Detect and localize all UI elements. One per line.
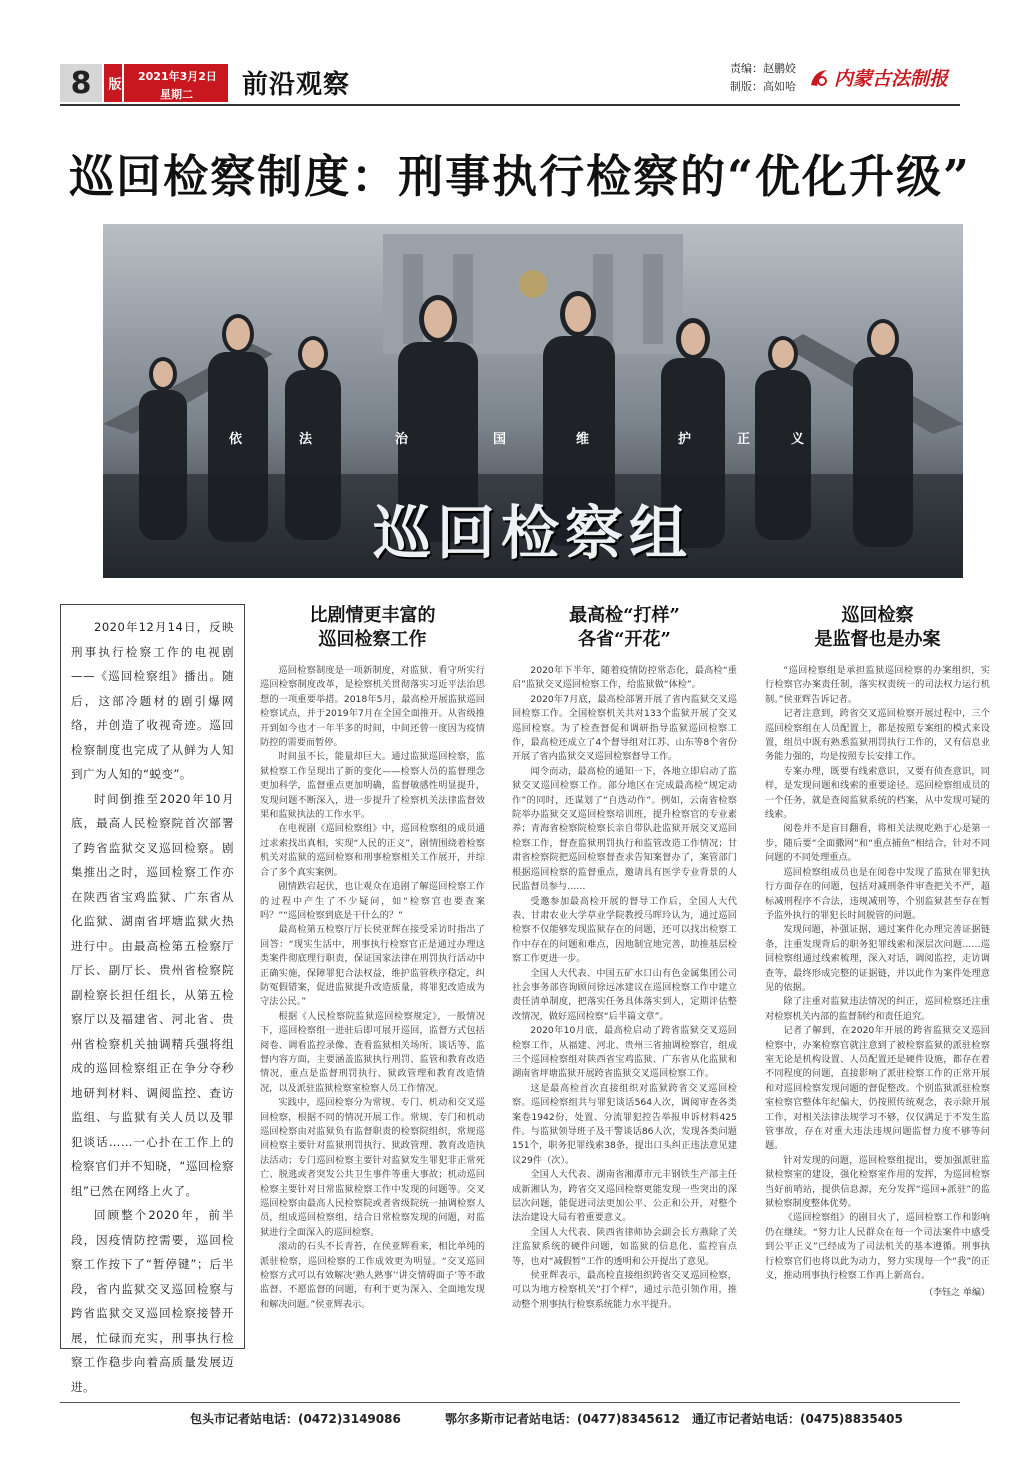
main-headline: 巡回检察制度：刑事执行检察的“优化升级” (69, 150, 971, 203)
editor: 责编：赵鹏姣 (730, 62, 796, 75)
author-signature: （李钰之 单编） (924, 1288, 990, 1299)
column-paragraph: 针对发现的问题，巡回检察组提出，要加强派驻监狱检察室的建设，强化检察室作用的发挥，为巡回检察当好前哨站，提供信息源，充分发挥“巡回+派驻”的监狱检察制度整体优势。 (765, 1154, 990, 1210)
title-line: 是监督也是办案 (814, 629, 941, 650)
column-paragraph: 巡回检察制度是一项新制度，对监狱、看守所实行巡回检察制度改革，是检察机关贯彻落实习近平法治思想的一项重要举措。2018年5月，最高检开展监狱巡回检察试点，并于2019年7月在全国全面推开。从省级推开到如今也才一年半多的时间，中间还曾一度因为疫情防控的需要而暂停。 (260, 665, 485, 749)
column-paragraph: 阅卷并不是盲目翻看，将相关法规吃熟于心是第一步，随后要“全面撒网”和“重点捕鱼”相结合，针对不同问题的不同处理重点。 (765, 823, 990, 864)
intro-sidebar (60, 604, 245, 1394)
column-paragraph: 侯亚辉表示，最高检直接组织跨省交叉巡回检察，可以为地方检察机关“打个样”，通过示范引领作用，推动整个刑事执行检察系统能力水平提升。 (512, 1270, 737, 1310)
date-box (124, 64, 228, 102)
column-paragraph: 发现问题，补强证据，通过案件化办理完善证据链条，注重发现背后的职务犯罪线索和深层次问题……巡回检察组通过线索梳理，深入对话，调阅监控，走访调查等，最终形成完整的证据链，并以此作为案件处理意见的依据。 (765, 924, 990, 993)
article-column-2 (512, 604, 737, 1312)
title-line: 比剧情更丰富的 (309, 605, 436, 626)
column-paragraph: 2020年7月底，最高检部署开展了省内监狱交叉巡回检察工作。全国检察机关共对133个监狱开展了交叉巡回检察。为了检查督促和调研指导监狱巡回检察工作，最高检还成立了4个督导组对江苏、山东等8个省份开展了省内监狱交叉巡回检察督导工作。 (512, 693, 737, 763)
column-paragraph: 记者注意到，跨省交叉巡回检察开展过程中，三个巡回检察组在人员配置上，都是按照专案组的模式来设置，组员中既有熟悉监狱刑罚执行工作的，又有信息业务能力强的，均是按照专长安排工作。 (765, 708, 990, 763)
editor-credits (730, 60, 796, 96)
slogan-char: 国 (493, 432, 507, 447)
logo-name: 内蒙古法制报 (834, 68, 949, 90)
intro-paragraph: 时间倒推至2020年10月底，最高人民检察院首次部署了跨省监狱交叉巡回检察。剧集推出之时，巡回检察工作亦在陕西省宝鸡监狱、广东省从化监狱、湖南省坪塘监狱火热进行中。由最高检第五检察厅厅长、副厅长、贵州省检察院副检察长担任组长，从第五检察厅以及福建省、河北省、贵州省检察机关抽调精兵强将组成的巡回检察组正在争分夺秒地研判材料、调阅监控、查访监组、与监狱有关人员以及罪犯谈话……一心扑在工作上的检察官们并不知晓，“巡回检察组”已然在网络上火了。 (71, 791, 234, 1198)
slogan-char: 治 (395, 432, 409, 447)
column-title (260, 604, 485, 652)
column-paragraph: 2020年10月底，最高检启动了跨省监狱交叉巡回检察工作，从福建、河北、贵州三省抽调检察官，组成三个巡回检察组对陕西省宝鸡监狱、广东省从化监狱和湖南省坪塘监狱开展跨省监狱交叉巡回检察工作。 (512, 1025, 737, 1080)
column-paragraph: 全国人大代表、中国五矿水口山有色金属集团公司社会事务部咨询顾问徐远冰建议在巡回检察工作中建立责任清单制度，把落实任务具体落实到人，定期评估整改情况，做好巡回检察“后半篇文章”。 (512, 967, 737, 1022)
slogan-char: 法 (299, 432, 313, 447)
issue-weekday: 星期二 (160, 88, 193, 101)
tv-poster-photo (103, 224, 963, 578)
logo-mark-icon (808, 67, 830, 89)
ordos-phone: 鄂尔多斯市记者站电话：(0477)8345612 (445, 1412, 680, 1426)
page-number: 8 (60, 64, 102, 102)
producer: 制版：高如哈 (730, 80, 796, 93)
column-paragraph: 全国人大代表、陕西省律师协会副会长方燕除了关注监狱系统的硬件问题，如监狱的信息化、监控盲点等，也对“减假暂”工作的透明和公开提出了意见。 (512, 1226, 737, 1267)
column-paragraph: 最高检第五检察厅厅长侯亚辉在接受采访时指出了回答：“现实生活中，刑事执行检察官正是通过办理这类案件彻底理行职责，保证国家法律在刑罚执行活动中正确实施，保障罪犯合法权益，维护监管秩序稳定，纠防冤假错案，促进监狱提升改造质量，将罪犯改造成为守法公民。” (260, 924, 485, 1008)
column-paragraph: 时间虽不长，能量却巨大。通过监狱巡回检察，监狱检察工作呈现出了新的变化——检察人员的监督理念更加科学，监督重点更加明确，监督敏感性明显提升，发现问题不断深入，进一步提升了检察机关法律监督效果和监狱执法的工作水平。 (260, 751, 485, 821)
newspaper-logo (808, 64, 948, 91)
column-paragraph: 滚动的石头不长青苔，在侯亚辉看来，相比单纯的派驻检察，巡回检察的工作成效更为明显。“交叉巡回检察方式可以有效解决‘熟人熟事’‘讲交情碍面子’等不敢监督、不愿监督的问题，有利于更为深入、全面地发现和解决问题。”侯亚辉表示。 (260, 1241, 485, 1310)
slogan-char: 义 (791, 432, 805, 447)
poster-show-title: 巡回检察组 (372, 499, 693, 567)
title-line: 各省“开花” (578, 629, 671, 650)
slogan-char: 正 (737, 432, 751, 447)
column-paragraph: 巡回检察组成员也是在阅卷中发现了监狱在罪犯执行方面存在的问题，包括对减刑条件审查把关不严，超标减刑程序不合法，违规减刑等，个别监狱甚至存在暂予监外执行的罪犯长时间脱管的问题。 (765, 866, 990, 921)
footer-rule (60, 1402, 960, 1403)
column-paragraph: 闻令而动，最高检的通知一下，各地立即启动了监狱交叉巡回检察工作。部分地区在完成最高检“规定动作”的同时，还谋划了“自选动作”。例如，云南省检察院举办监狱交叉巡回检察培训班，提升检察官的专业素养；青海省检察院检察长亲自带队赴监狱开展交叉巡回检察工作，督查监狱刑罚执行和监管改造工作情况；甘肃省检察院把巡回检察督查求告知案督办了，案管部门根据巡回检察的监督重点，邀请具有医学专业背景的人民监督员参与…… (512, 765, 737, 893)
baotou-phone: 包头市记者站电话：(0472)3149086 (190, 1412, 401, 1426)
column-paragraph: 专案办理，既要有线索意识，又要有侦查意识，同样，是发现问题和线索的重要途径。巡回检察组成员的一个任务，就是查阅监狱系统的档案，从中发现可疑的线索。 (765, 765, 990, 821)
article-column-3 (765, 604, 990, 1298)
column-paragraph: 这是最高检首次直接组织对监狱跨省交叉巡回检察。巡回检察组共与罪犯谈话564人次，调阅审查各类案卷1942份，处置、分流罪犯控告举报申诉材料425件。与监狱领导班子及干警谈话86人次，发现各类问题151个，职务犯罪线索38条，提出口头纠正违法意见建议29件（次）。 (512, 1082, 737, 1166)
title-line: 最高检“打样” (569, 605, 680, 626)
column-paragraph: 全国人大代表、湖南省湘潭市元丰钢铁生产部主任成新湘认为，跨省交叉巡回检察更能发现一些突出的深层次问题，能促进司法更加公平、公正和公开，对整个法治建设大局有着重要意义。 (512, 1169, 737, 1224)
column-paragraph: 记者了解到，在2020年开展的跨省监狱交叉巡回检察中，办案检察官就注意到了被检察监狱的派驻检察室无论是机构设置、人员配置还是硬件设施，都存在着不同程度的问题，直接影响了派驻检察工作的正常开展和对巡回检察发现问题的督促整改。个别监狱派驻检察室检察官整体年纪偏大，仍按照传统观念，表示除开展工作，对相关法律法规学习不够，仅仅满足于不发生监管事故，存在对重大违法违规问题监督力度不够等问题。 (765, 1025, 990, 1152)
page-header (60, 58, 960, 102)
column-paragraph: 2020年下半年，随着疫情防控常态化，最高检“重启”监狱交叉巡回检察工作，给监狱做“体检”。 (512, 665, 737, 691)
slogan-char: 维 (576, 432, 590, 447)
title-line: 巡回检察工作 (318, 629, 427, 650)
column-paragraph: 根据《人民检察院监狱巡回检察规定》，一般情况下，巡回检察组一进驻后即可展开巡回，监督方式包括阅卷、调看监控录像、查看监狱相关场所、谈话等、监督内容方面，主要涵盖监狱执行刑罚、监管和教育改造情况，重点是监督刑罚执行、狱政管理和教育改造情况，以及派驻监狱检察室检察人员工作情况。 (260, 1010, 485, 1094)
column-paragraph: 受邀参加最高检开展的督导工作后，全国人大代表、甘肃农业大学草业学院教授马晖玲认为，通过巡回检察不仅能够发现监狱存在的问题，还可以找出检察工作中存在的问题和难点，因地制宜地完善，助推基层检察工作更进一步。 (512, 895, 737, 965)
column-title (512, 604, 737, 652)
column-paragraph: 除了注重对监狱违法情况的纠正，巡回检察还注重对检察机关内部的监督制约和责任追究。 (765, 996, 990, 1022)
slogan-char: 护 (678, 432, 692, 447)
ban-label: 版 (104, 64, 122, 102)
article-column-1 (260, 604, 485, 1312)
title-line: 巡回检察 (841, 605, 914, 626)
column-paragraph: 《巡回检察组》的剧目火了，巡回检察工作和影响仍在继续。“努力让人民群众在每一个司法案件中感受到公平正义”已经成为了司法机关的基本遵循。刑事执行检察官们也将以此为动力，努力实现每一个“我”的正义，推动刑事执行检察工作再上新高台。 (765, 1212, 990, 1282)
tongliao-phone: 通辽市记者站电话：(0475)8835405 (692, 1412, 903, 1426)
header-rule (60, 104, 960, 106)
intro-paragraph: 2020年12月14日，反映刑事执行检察工作的电视剧——《巡回检察组》播出。随后，这部冷题材的剧引爆网络，并创造了收视奇迹。巡回检察制度也完成了从鲜为人知到广为人知的“蜕变”。 (71, 620, 234, 781)
slogan-char: 依 (229, 432, 243, 447)
column-paragraph: 剧情跌宕起伏，也让观众在追剧了解巡回检察工作的过程中产生了不少疑问，如“检察官也要查案吗？”“巡回检察到底是干什么的？” (260, 881, 485, 921)
column-paragraph: “巡回检察组是承担监狱巡回检察的办案组织，实行检察官办案责任制，落实权责统一的司法权力运行机制。”侯亚辉告诉记者。 (765, 665, 990, 705)
issue-date: 2021年3月2日 (138, 70, 217, 83)
column-paragraph: 在电视剧《巡回检察组》中，巡回检察组的成员通过求索找出真相，实现“人民的正义”，剧情围绕着检察机关对监狱的巡回检察和刑事检察相关工作展开，并综合了多个真实案例。 (260, 823, 485, 878)
column-paragraph: 实践中，巡回检察分为常规、专门、机动和交叉巡回检察，根据不同的情况开展工作。常规、专门和机动巡回检察由对监狱负有监督职责的检察院组织，常规巡回检察主要针对监狱刑罚执行、狱政管理、教育改造执法活动；专门巡回检察主要针对监狱发生罪犯非正常死亡、脱逃或者突发公共卫生事件等重大事故；机动巡回检察主要针对日常监狱检察工作中发现的问题等。交叉巡回检察由最高人民检察院或者省级院统一抽调检察人员，组成巡回检察组，结合日常检察发现的问题，对监狱进行全面深入的巡回检察。 (260, 1097, 485, 1238)
section-title: 前沿观察 (242, 70, 351, 100)
intro-paragraph: 回顾整个2020年，前半段，因疫情防控需要，巡回检察工作按下了“暂停键”；后半段，省内监狱交叉巡回检察与跨省监狱交叉巡回检察接替开展，忙碌而充实，刑事执行检察工作稳步向着高质量发展迈进。 (71, 1208, 234, 1394)
column-title (765, 604, 990, 652)
